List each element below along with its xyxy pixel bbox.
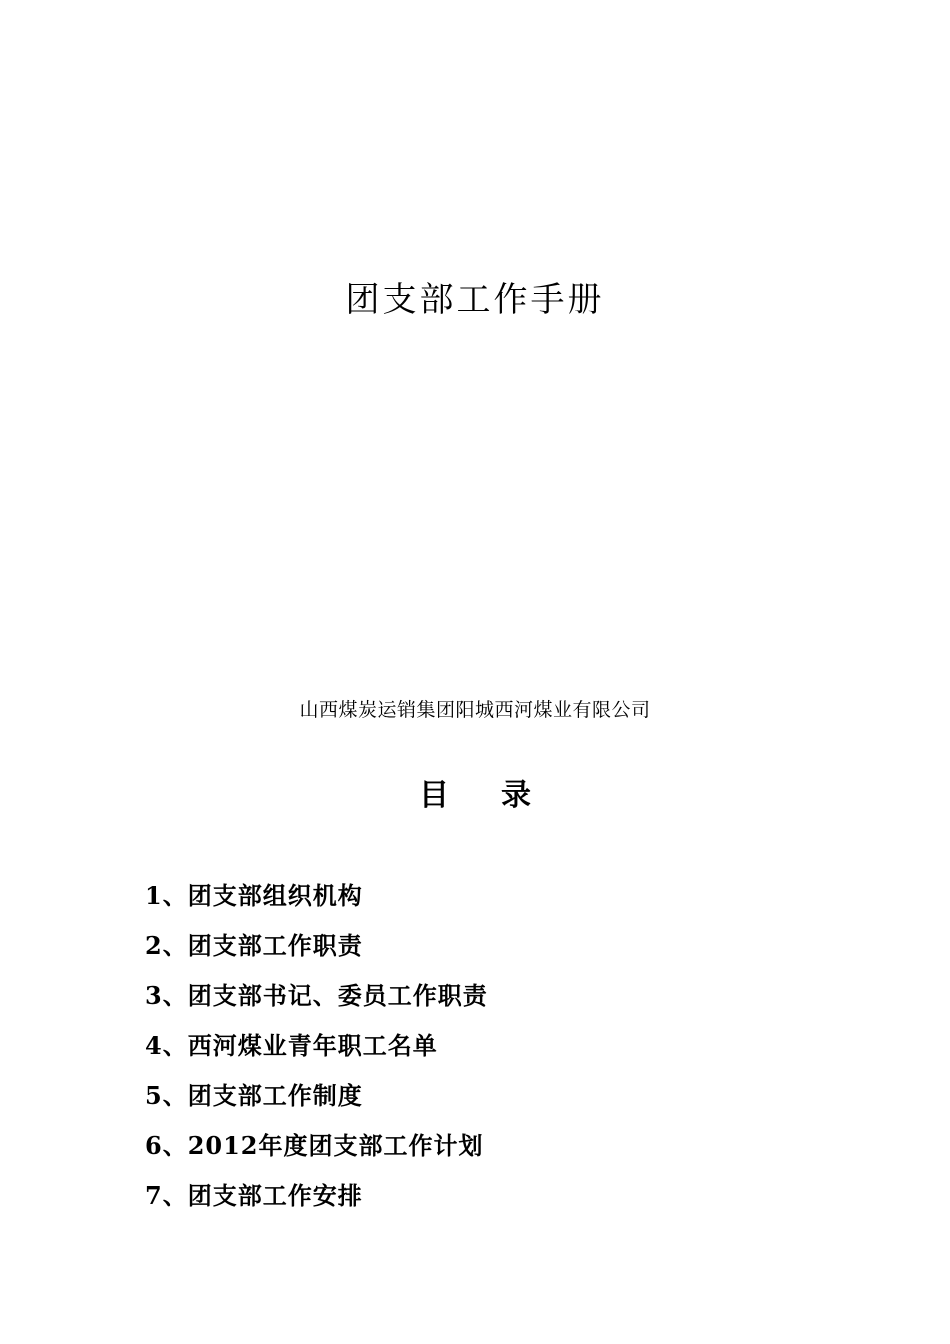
page-title: 团支部工作手册 bbox=[345, 280, 605, 320]
toc-heading-right: 录 bbox=[501, 778, 531, 813]
toc-item: 2、团支部工作职责 bbox=[145, 931, 363, 960]
toc-item: 6、2012年度团支部工作计划 bbox=[145, 1131, 484, 1160]
toc-item: 4、西河煤业青年职工名单 bbox=[145, 1031, 438, 1060]
toc-list bbox=[145, 876, 845, 1226]
toc-item: 1、团支部组织机构 bbox=[145, 881, 363, 910]
company-name: 山西煤炭运销集团阳城西河煤业有限公司 bbox=[299, 699, 651, 721]
toc-heading bbox=[0, 776, 950, 816]
toc-item: 3、团支部书记、委员工作职责 bbox=[145, 981, 488, 1010]
toc-heading-left: 目 bbox=[419, 778, 449, 813]
toc-item: 5、团支部工作制度 bbox=[145, 1081, 363, 1110]
toc-item: 7、团支部工作安排 bbox=[145, 1181, 363, 1210]
